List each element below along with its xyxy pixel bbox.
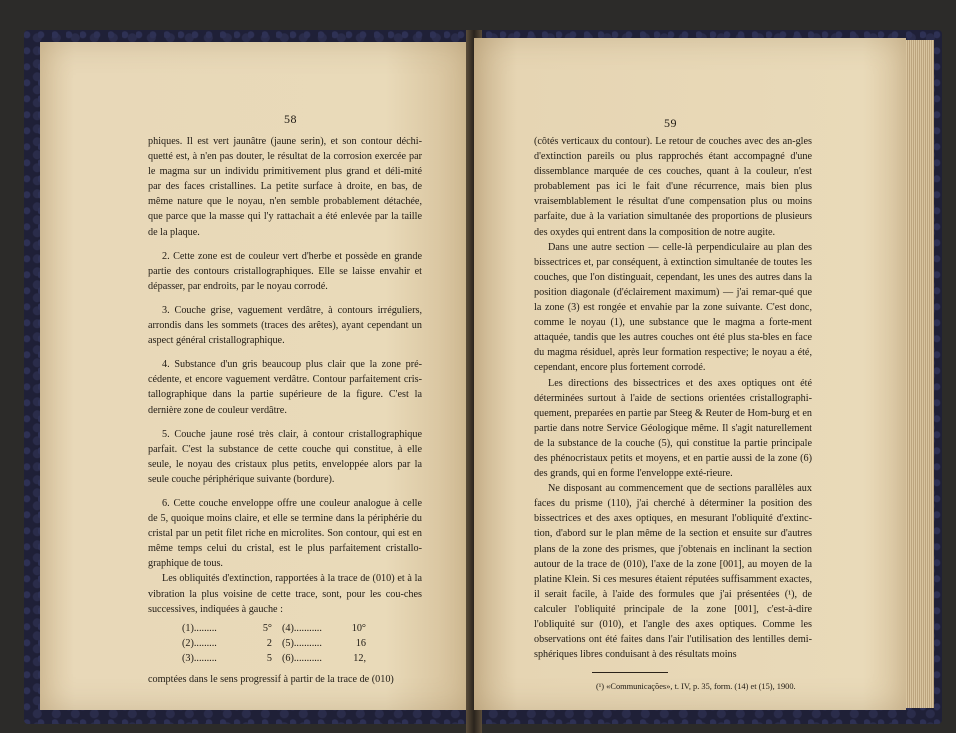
left-page xyxy=(40,42,472,710)
paragraph: phiques. Il est vert jaunâtre (jaune serin), et son contour déchi-quetté est, à n'en pas douter, le résultat de la corrosion exercée par le magma sur un individu primitivement plus grand et déli-mité par des faces cristallines. La petite surface à droite, en bas, de même nature que le noyau, n'en semble probablement détachée, que parce que la masse qui l'y rattachait a été enlevée par la taille de la plaque. xyxy=(148,136,422,238)
extinction-table xyxy=(182,621,422,666)
paragraph: Les obliquités d'extinction, rapportées à la trace de (010) et à la vibration la plus voisine de cette trace, sont, pour les cou-ches successives, indiquées à gauche : xyxy=(148,573,422,615)
table-row: (3)......... 5 (6)........... 12, xyxy=(182,652,366,664)
paragraph: (côtés verticaux du contour). Le retour de couches avec des an-gles d'extinction pareils ou plus rapprochés étant accompagné d'une dissemblance marquée de ces couches, quant à la couleur, n'est probablement pas ici le fait d'une récurrence, mais bien plus vraisemblablement le résultat d'une compensation plus ou moins parfaite, due à la variation simultanée des proportions de plusieurs des oxydes qui entrent dans la composition de notre augite. xyxy=(534,136,812,238)
right-page-number: 59 xyxy=(664,116,677,130)
table-row: (2)......... 2 (5)........... 16 xyxy=(182,637,366,649)
page-edges xyxy=(906,40,934,708)
paragraph: comptées dans le sens progressif à partir de la trace de (010) xyxy=(148,674,394,685)
right-page-text xyxy=(534,134,812,693)
paragraph: 5. Couche jaune rosé très clair, à contour cristallographique parfait. C'est la substance de cette couche qui constitue, à elle seule, le noyau des cristaux plus petits, enveloppée alors par la seule couche périphérique suivante (bordure). xyxy=(148,428,422,485)
left-page-number: 58 xyxy=(284,112,297,126)
paragraph: Dans une autre section — celle-là perpendiculaire au plan des bissectrices et, par conséquent, à extinction simultanée de toutes les couches, que l'on distinguait, cependant, les unes des autres dans la position diagonale (d'éclairement maximum) — j'ai remar-qué que la zone (3) est rongée et envahie par la zone suivante. C'est donc, comme le noyau (1), une substance que le magma a forte-ment attaquée, tandis que les autres couches ont été plus sta-bles en face du magma résiduel, après leur formation respective; le noyau a été, cependant, encore plus fortement corrodé. xyxy=(534,241,812,374)
paragraph: Les directions des bissectrices et des axes optiques ont été déterminées surtout à l'aide de sections orientées cristallographi-quement, preparées en partie par Steeg & Reuter de Hom-burg et en partie dans notre Service Géologique même. Il s'agit naturellement de la substance de la couche (5), qui constitue la partie principale des phénocristaux petits et moyens, et en partie aussi de la zone (6) des grands, qui en forme l'enveloppe exté-rieure. xyxy=(534,377,812,480)
table-row: (1)......... 5° (4)........... 10° xyxy=(182,622,366,634)
right-page xyxy=(474,38,906,710)
left-page-text xyxy=(148,134,422,687)
paragraph: Ne disposant au commencement que de sections parallèles aux faces du prisme (110), j'ai cherché à déterminer la position des bissectrices et des axes optiques, en mesurant l'obliquité d'extinc-tion, d'abord sur le plan même de la section et ensuite sur d'autres plans de la zone des prismes, que j'obtenais en inclinant la section autour de la trace de (010), l'axe de la zone [001], au moyen de la platine Klein. Si ces mesures étaient réputées suffisamment exactes, il serait facile, à l'aide des formules que j'ai présentées (¹), de calculer l'obliquité principale de la zone [001], c'est-à-dire l'obliquité sur (010), et l'angle des axes optiques. Comme les observations ont été faites dans l'air l'utilisation des lentilles demi-sphériques libres conduisant à des résultats moins xyxy=(534,483,812,661)
paragraph: 2. Cette zone est de couleur vert d'herbe et possède en grande partie des contours cristallographiques. Elle se laisse envahir et dépasser, par endroits, par le noyau corrodé. xyxy=(148,250,422,292)
footnote: (¹) «Communicações», t. IV, p. 35, form. (14) et (15), 1900. xyxy=(596,682,796,692)
paragraph: 6. Cette couche enveloppe offre une couleur analogue à celle de 5, quoique moins claire, et elle se termine dans la périphérie du cristal par un petit filet riche en microlites. Son contour, qui est en même temps celui du cristal, est le plus parfaitement cristallo-graphique de tous. xyxy=(148,497,422,570)
paragraph: 3. Couche grise, vaguement verdâtre, à contours irréguliers, arrondis dans les sommets (traces des arêtes), ayant cependant un aspect général cristallographique. xyxy=(148,304,422,347)
footnote-rule xyxy=(592,672,668,673)
paragraph: 4. Substance d'un gris beaucoup plus clair que la zone pré-cédente, et encore vaguement verdâtre. Contour parfaitement cris-tallographique dans la partie supérieure de la figure. C'est la dernière zone de couleur verdâtre. xyxy=(148,359,422,416)
